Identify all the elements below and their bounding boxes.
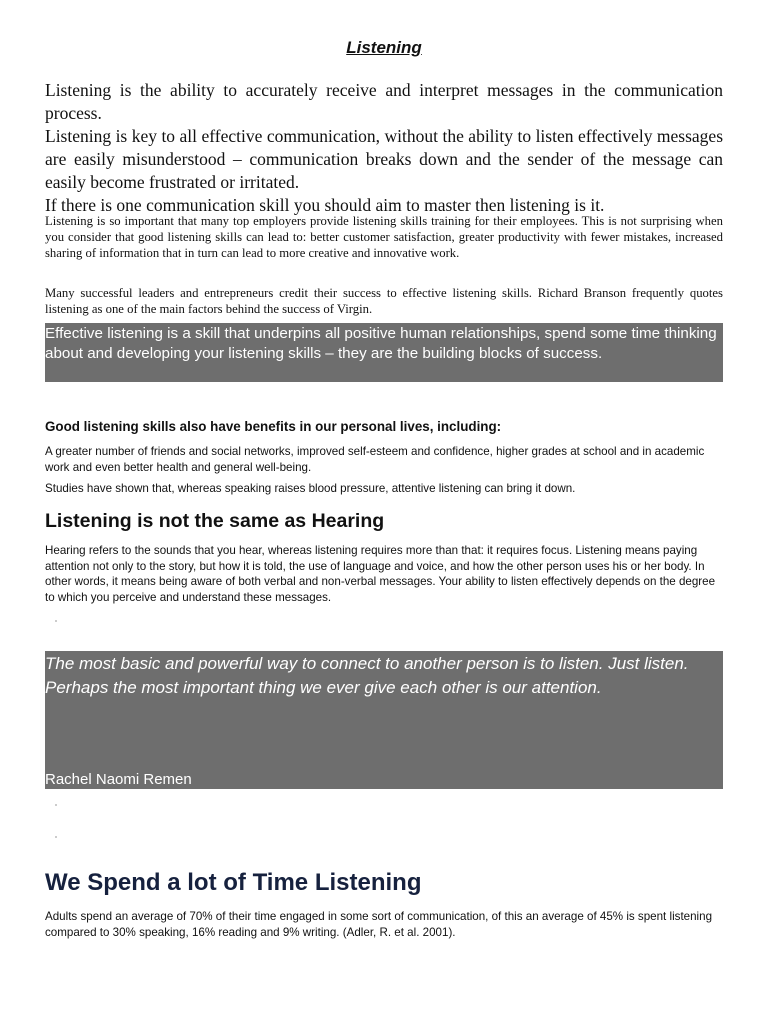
decorative-dot — [55, 836, 57, 838]
decorative-dot — [55, 620, 57, 622]
page-title: Listening — [346, 38, 422, 57]
quote-box — [45, 651, 723, 789]
hearing-paragraph: Hearing refers to the sounds that you hear, whereas listening requires more than that: it requires focus. Listening means paying attention not only to the story, but how it is told, the use of language and voice, and how the other person uses his or her body. In other words, it means being aware of both verbal and non-verbal messages. Your ability to listen effectively depends on the degree to which you perceive and understand these messages. — [45, 544, 716, 604]
leaders-paragraph: Many successful leaders and entrepreneurs credit their success to effective listening skills. Richard Branson frequently quotes listening as one of the main factors behind the success of Virgin. — [45, 286, 723, 316]
time-heading: We Spend a lot of Time Listening — [45, 869, 422, 896]
highlight-box — [45, 323, 723, 382]
intro-paragraph: Listening is the ability to accurately receive and interpret messages in the communication process. — [45, 80, 723, 123]
quote-text: The most basic and powerful way to connect to another person is to listen. Just listen. Perhaps the most important thing we ever give each other is our attention. — [45, 654, 689, 697]
benefits-heading: Good listening skills also have benefits in our personal lives, including: — [45, 419, 502, 434]
intro-paragraph: If there is one communication skill you should aim to master then listening is it. — [45, 195, 605, 215]
intro-section — [45, 79, 723, 217]
blood-pressure-paragraph: Studies have shown that, whereas speaking raises blood pressure, attentive listening can bring it down. — [45, 482, 576, 495]
intro-paragraph: Listening is key to all effective communication, without the ability to listen effectively messages are easily misunderstood – communication breaks down and the sender of the message can easily become frustrated or irritated. — [45, 126, 723, 192]
quote-author: Rachel Naomi Remen — [45, 771, 192, 788]
highlight-text: Effective listening is a skill that underpins all positive human relationships, spend some time thinking about and developing your listening skills – they are the building blocks of success. — [45, 325, 717, 362]
employers-paragraph: Listening is so important that many top employers provide listening skills training for their employees. This is not surprising when you consider that good listening skills can lead to: better customer satisfaction, greater productivity with fewer mistakes, increased sharing of information that in turn can lead to more creative and innovative work. — [45, 214, 723, 260]
benefits-paragraph: A greater number of friends and social networks, improved self-esteem and confidence, higher grades at school and in academic work and even better health and general well-being. — [45, 445, 705, 474]
time-paragraph: Adults spend an average of 70% of their time engaged in some sort of communication, of this an average of 45% is spent listening compared to 30% speaking, 16% reading and 9% writing. (Adler, R. et al. 2001). — [45, 910, 713, 939]
hearing-heading: Listening is not the same as Hearing — [45, 510, 385, 532]
decorative-dot — [55, 804, 57, 806]
